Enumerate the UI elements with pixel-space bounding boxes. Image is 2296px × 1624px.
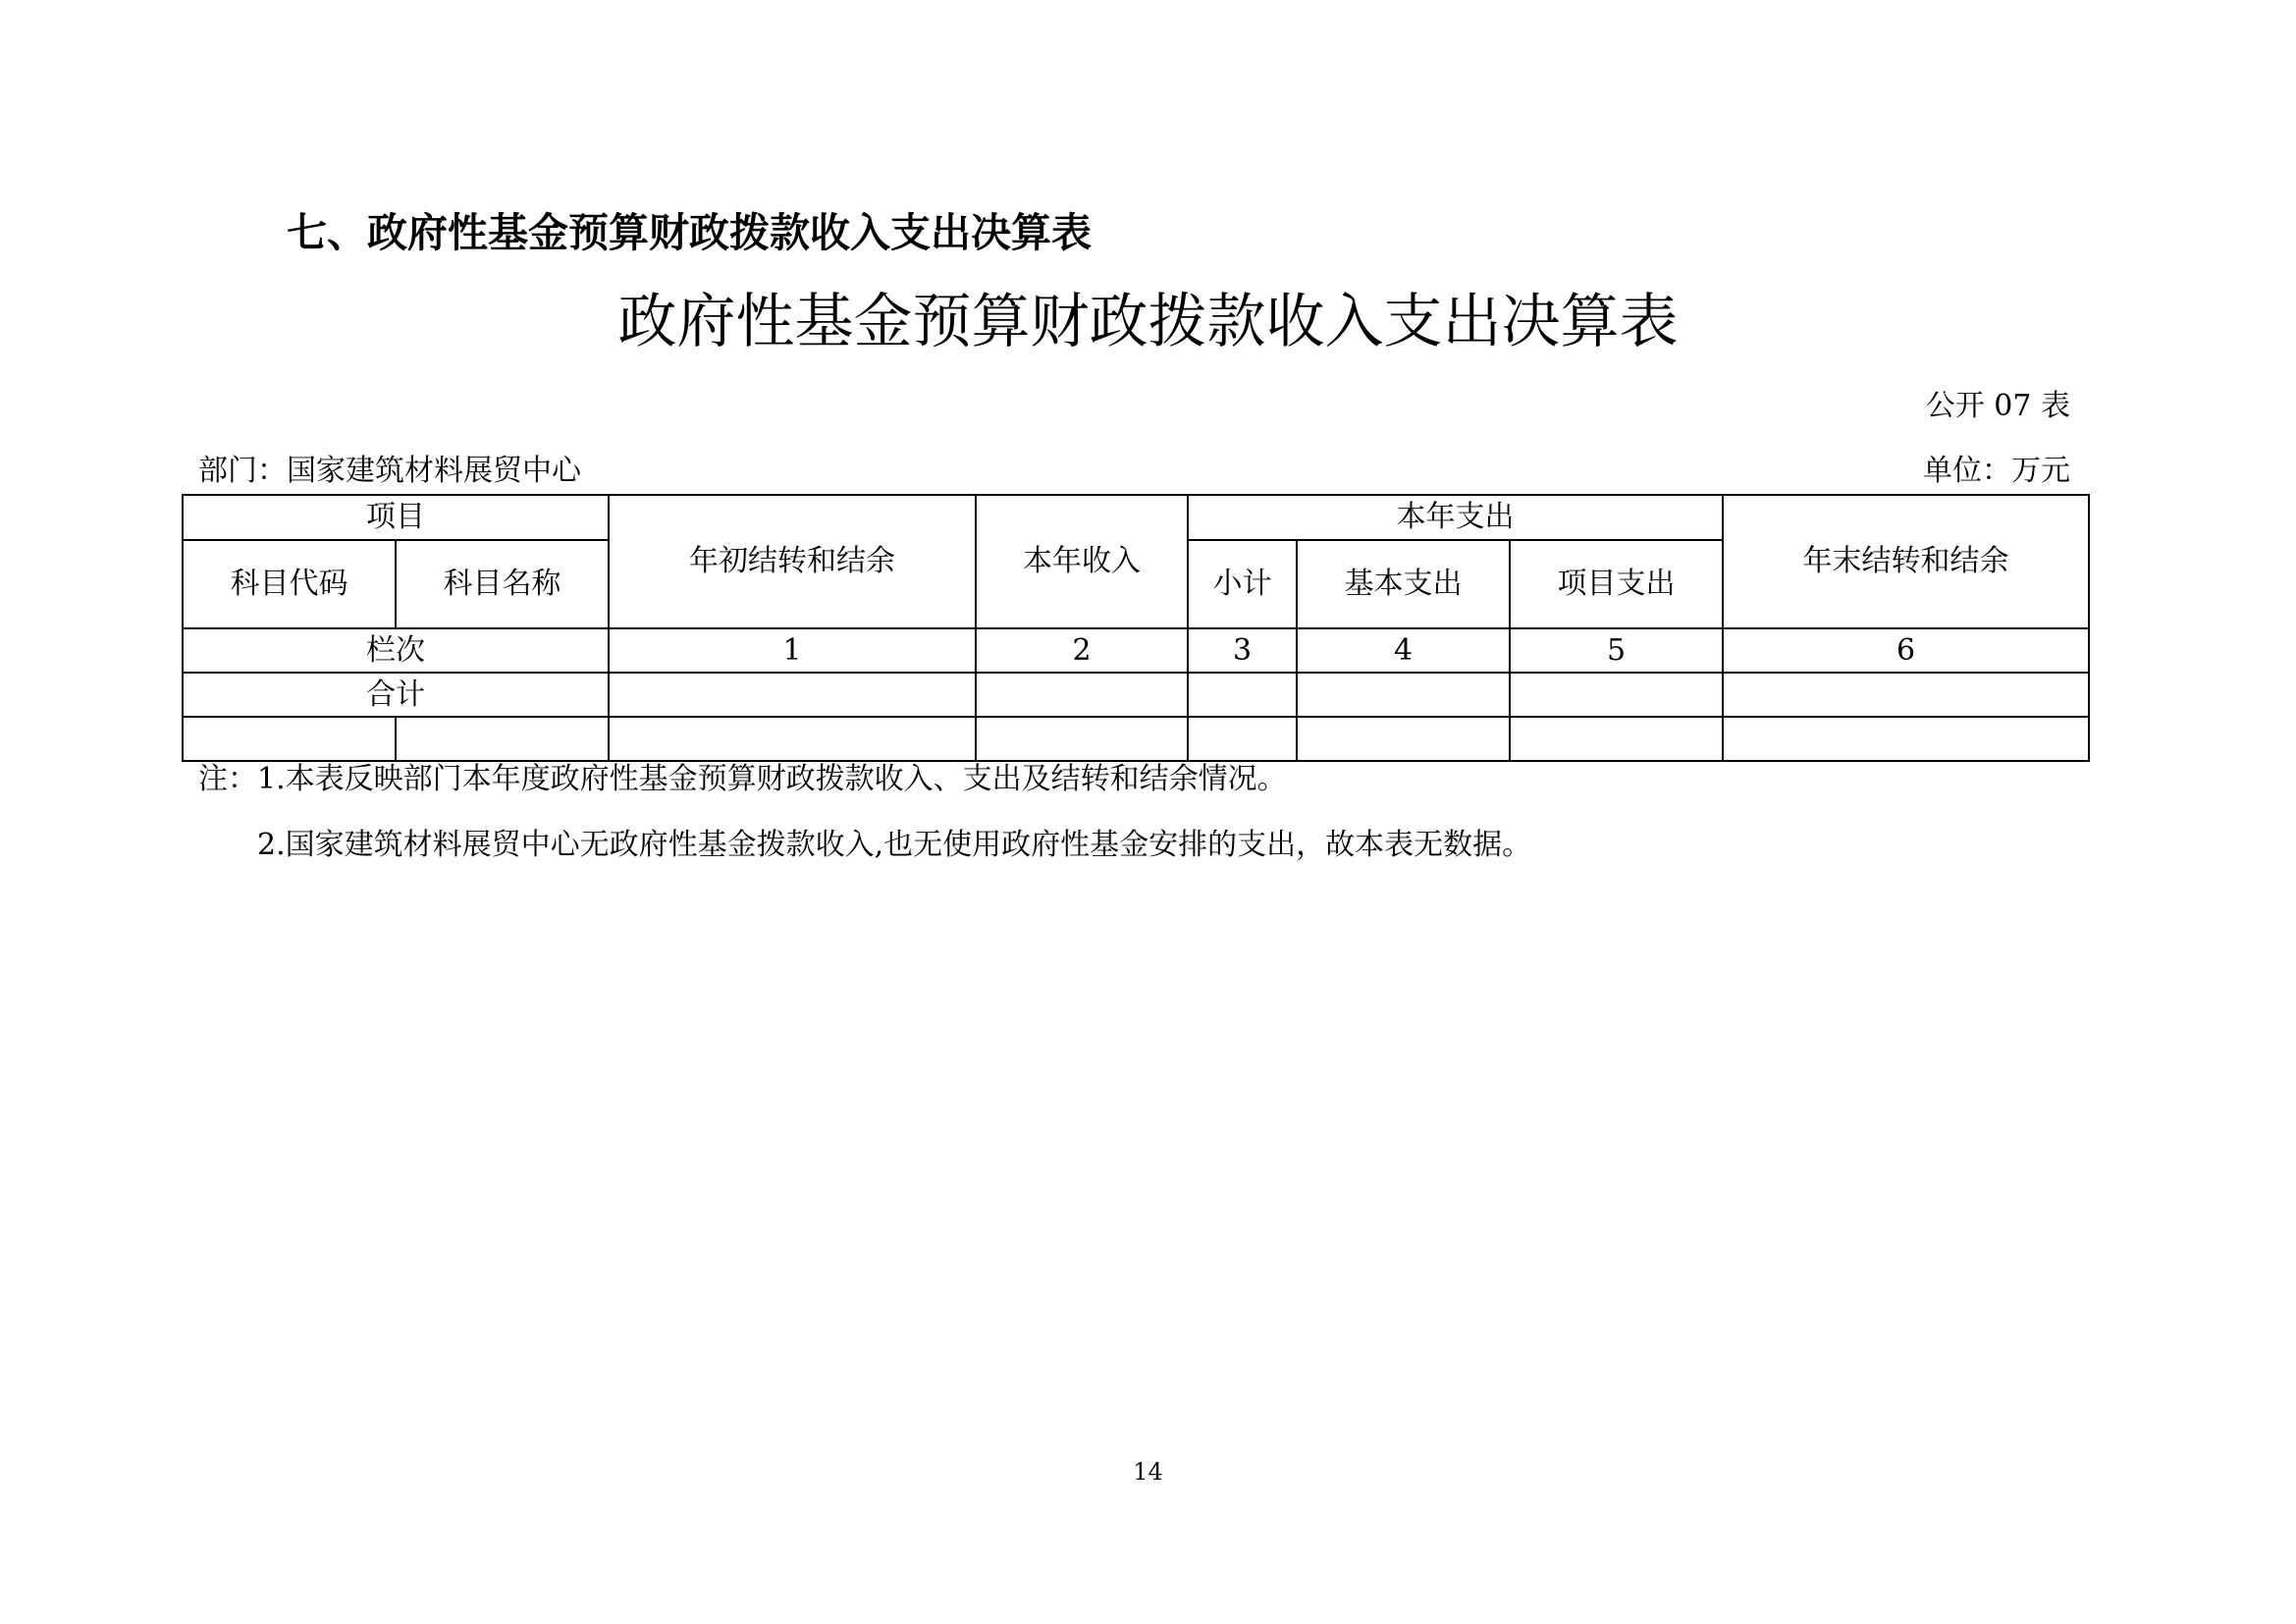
unit-label: 单位：万元: [1923, 454, 2070, 488]
header-subject-name: 科目名称: [396, 540, 609, 628]
table-cell: [976, 673, 1188, 717]
table-cell: [396, 717, 609, 761]
table-cell: [1297, 717, 1510, 761]
section-heading: 七、政府性基金预算财政拨款收入支出决算表: [287, 209, 1092, 256]
header-closing-balance: 年末结转和结余: [1723, 495, 2089, 628]
department-label: 部门：国家建筑材料展贸中心: [198, 454, 581, 488]
column-index-cell: 1: [609, 628, 976, 673]
header-project-expenditure: 项目支出: [1510, 540, 1723, 628]
table-cell: [1510, 717, 1723, 761]
header-subtotal: 小计: [1188, 540, 1297, 628]
page-title: 政府性基金预算财政拨款收入支出决算表: [617, 288, 1679, 356]
table-note-1: 注：1.本表反映部门本年度政府性基金预算财政拨款收入、支出及结转和结余情况。: [198, 762, 1287, 796]
column-index-cell: 6: [1723, 628, 2089, 673]
header-subject-code: 科目代码: [183, 540, 396, 628]
total-row: [183, 673, 2089, 717]
table-cell: [1723, 673, 2089, 717]
table-cell: [976, 717, 1188, 761]
table-cell: [183, 717, 396, 761]
column-index-cell: 5: [1510, 628, 1723, 673]
table-cell: [1188, 717, 1297, 761]
column-index-label: 栏次: [183, 628, 609, 673]
header-basic-expenditure: 基本支出: [1297, 540, 1510, 628]
header-current-income: 本年收入: [976, 495, 1188, 628]
column-index-cell: 4: [1297, 628, 1510, 673]
column-index-cell: 3: [1188, 628, 1297, 673]
table-row: [183, 717, 2089, 761]
fund-budget-table: [182, 494, 2090, 762]
total-label: 合计: [183, 673, 609, 717]
table-header-row-1: [183, 495, 2089, 540]
column-index-cell: 2: [976, 628, 1188, 673]
header-item: 项目: [183, 495, 609, 540]
header-opening-balance: 年初结转和结余: [609, 495, 976, 628]
table-cell: [609, 673, 976, 717]
table-cell: [609, 717, 976, 761]
header-current-expenditure: 本年支出: [1188, 495, 1723, 540]
column-index-row: [183, 628, 2089, 673]
page-number: 14: [1133, 1458, 1163, 1486]
table-cell: [1188, 673, 1297, 717]
table-cell: [1723, 717, 2089, 761]
table-cell: [1297, 673, 1510, 717]
table-note-2: 2.国家建筑材料展贸中心无政府性基金拨款收入,也无使用政府性基金安排的支出，故本表无数据。: [257, 828, 1532, 862]
table-cell: [1510, 673, 1723, 717]
form-number: 公开 07 表: [1925, 389, 2070, 423]
